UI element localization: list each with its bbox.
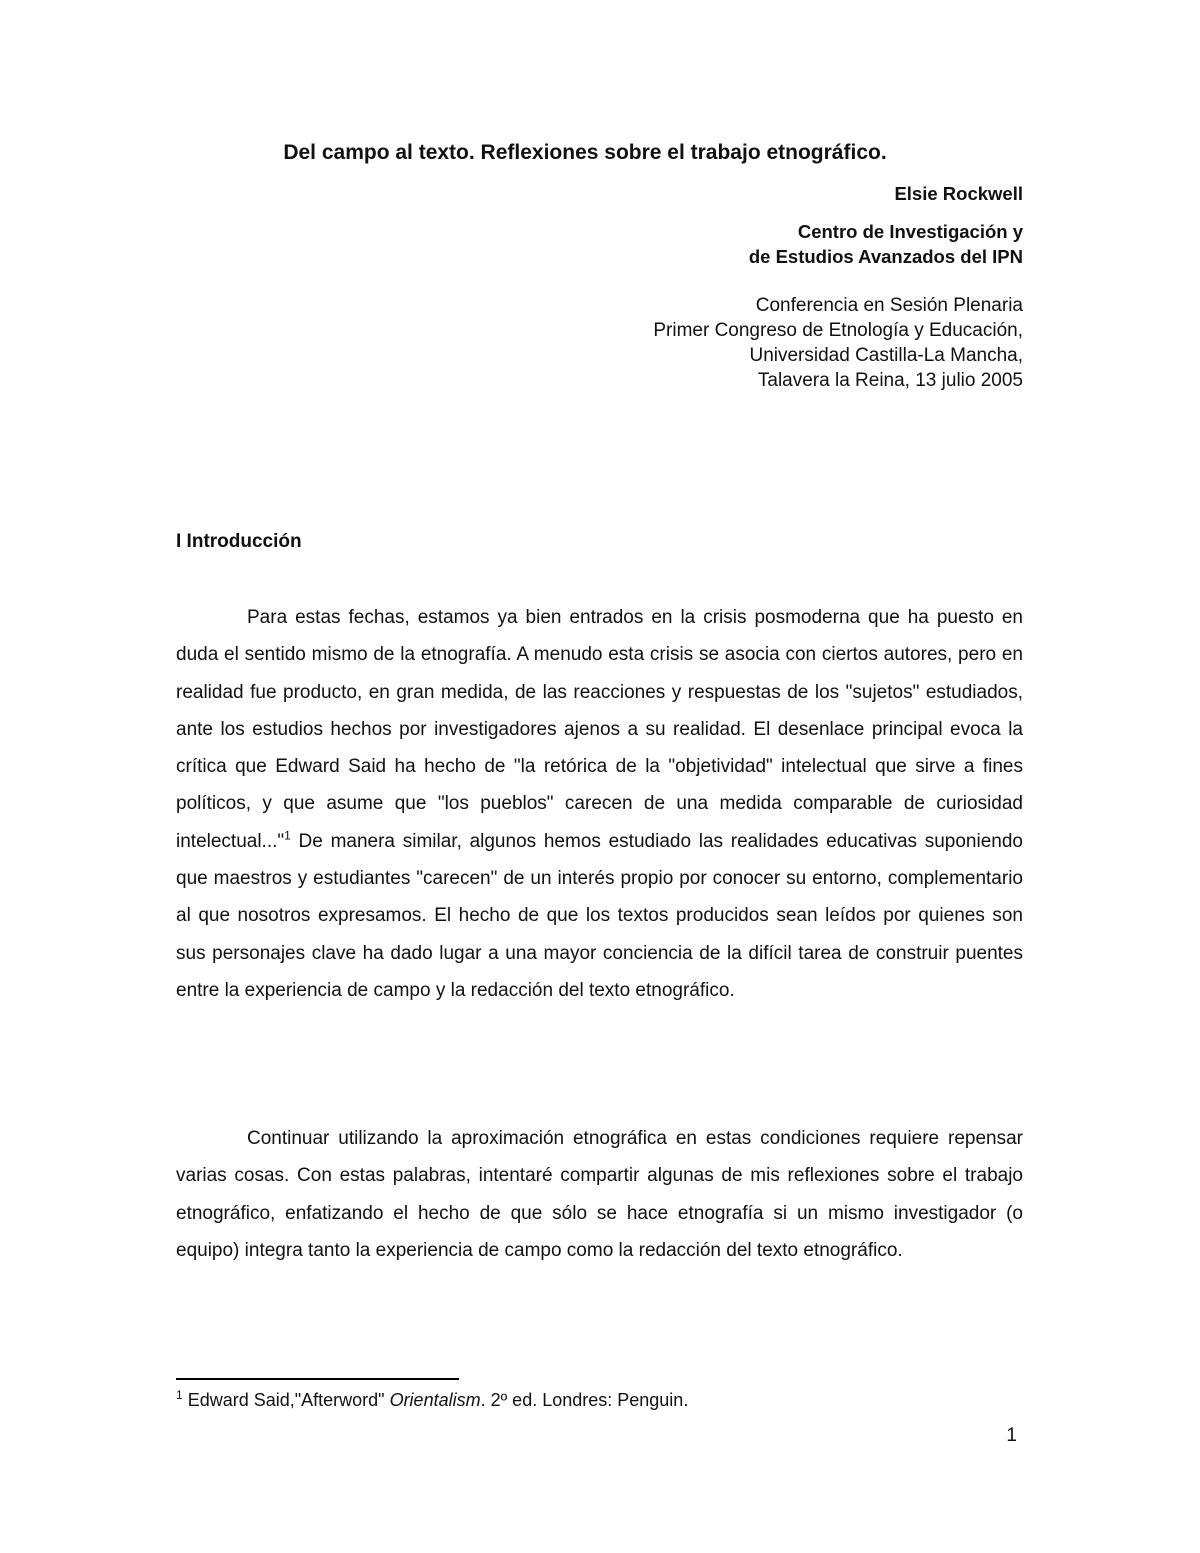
footnote-text-a: Edward Said,"Afterword" (182, 1390, 390, 1410)
author-name: Elsie Rockwell (894, 183, 1023, 204)
footnote-marker: 1 (176, 1388, 183, 1402)
document-title: Del campo al texto. Reflexiones sobre el trabajo etnográfico. (283, 141, 887, 164)
page-number: 1 (1006, 1425, 1017, 1446)
footnote-reference[interactable]: 1 (284, 828, 291, 843)
footnote-separator (176, 1378, 459, 1380)
paragraph-2-text: Continuar utilizando la aproximación etnográfica en estas condiciones requiere repensar varias cosas. Con estas palabras, intentaré compartir algunas de mis reflexiones sobre el trabajo etnográfico, enfatizando el hecho de que sólo se hace etnografía si un mismo investigador (o equipo) integra tanto la experiencia de campo como la redacción del texto etnográfico. (176, 1128, 1023, 1261)
event-line-2: Primer Congreso de Etnología y Educación, (653, 320, 1023, 341)
body-paragraph-2 (176, 1120, 1023, 1269)
event-line-3: Universidad Castilla-La Mancha, (749, 345, 1023, 366)
body-paragraph-1 (176, 599, 1023, 1009)
institution-line-1: Centro de Investigación y (797, 221, 1023, 242)
institution-line-2: de Estudios Avanzados del IPN (748, 246, 1023, 267)
section-heading: I Introducción (176, 531, 302, 552)
footnote (176, 1390, 688, 1411)
paragraph-1-text-a: Para estas fechas, estamos ya bien entrados en la crisis posmoderna que ha puesto en duda el sentido mismo de la etnografía. A menudo esta crisis se asocia con ciertos autores, pero en realidad fue producto, en gran medida, de las reacciones y respuestas de los "sujetos" estudiados, ante los estudios hechos por investigadores ajenos a su realidad. El desenlace principal evoca la crítica que Edward Said ha hecho de "la retórica de la "objetividad" intelectual que sirve a fines políticos, y que asume que "los pueblos" carecen de una medida comparable de curiosidad intelectual..." (176, 607, 1023, 852)
event-line-4: Talavera la Reina, 13 julio 2005 (757, 370, 1023, 391)
footnote-text-b: . 2º ed. Londres: Penguin. (480, 1390, 689, 1410)
paragraph-1-text-b: De manera similar, algunos hemos estudiado las realidades educativas suponiendo que maestros y estudiantes "carecen" de un interés propio por conocer su entorno, complementario al que nosotros expresamos. El hecho de que los textos producidos sean leídos por quienes son sus personajes clave ha dado lugar a una mayor conciencia de la difícil tarea de construir puentes entre la experiencia de campo y la redacción del texto etnográfico. (176, 830, 1023, 1001)
event-line-1: Conferencia en Sesión Plenaria (755, 295, 1023, 316)
footnote-book-title: Orientalism (389, 1390, 481, 1410)
